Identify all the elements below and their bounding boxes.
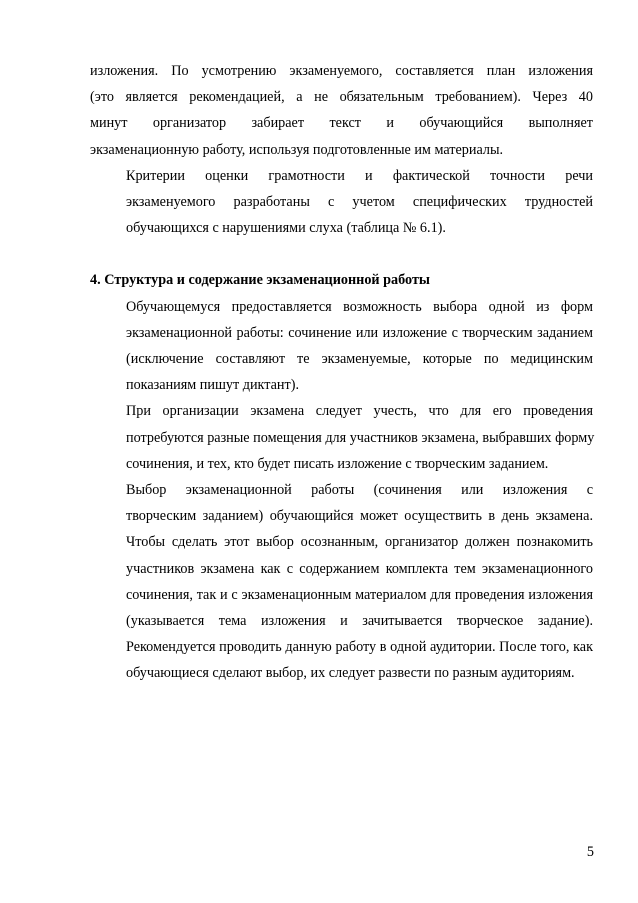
text-line: Рекомендуется проводить данную работу в одной аудитории. После того, как: [126, 639, 593, 656]
text-line: сочинения, так и с экзаменационным материалом для проведения изложения: [126, 586, 593, 603]
text-block-intro: [90, 58, 593, 241]
text-line: минут организатор забирает текст и обучающийся выполняет: [90, 115, 593, 132]
text-line: изложения. По усмотрению экзаменуемого, составляется план изложения: [90, 63, 593, 79]
paragraph: [90, 58, 593, 163]
paragraph: [90, 398, 593, 477]
text-line: Чтобы сделать этот выбор осознанным, организатор должен познакомить: [126, 534, 593, 551]
text-line: (указывается тема изложения и зачитывается творческое задание).: [126, 613, 593, 630]
text-line: (исключение составляют те экзаменуемые, которые по медицинским: [126, 351, 593, 368]
text-line: экзаменуемого разработаны с учетом специфических трудностей: [126, 194, 593, 211]
text-line: показаниям пишут диктант).: [126, 377, 300, 394]
text-line: обучающиеся сделают выбор, их следует развести по разным аудиториям.: [126, 665, 575, 682]
text-line: (это является рекомендацией, а не обязательным требованием). Через 40: [90, 89, 593, 106]
page-number: 5: [586, 844, 594, 860]
section-heading: 4. Структура и содержание экзаменационной работы: [90, 272, 430, 289]
text-line: При организации экзамена следует учесть, что для его проведения: [126, 403, 593, 420]
paragraph: [90, 163, 593, 242]
text-line: Критерии оценки грамотности и фактической точности речи: [126, 167, 593, 184]
text-block-section-4: [90, 294, 593, 687]
section-gap: [90, 241, 593, 267]
paragraph: [90, 477, 593, 687]
document-page: [90, 58, 593, 687]
text-line: сочинения, и тех, кто будет писать изложение с творческим заданием.: [126, 455, 549, 472]
text-line: экзаменационную работу, используя подготовленные им материалы.: [90, 141, 504, 158]
text-line: участников экзамена как с содержанием комплекта тем экзаменационного: [126, 560, 593, 577]
text-line: творческим заданием) обучающийся может осуществить в день экзамена.: [126, 508, 593, 525]
text-line: Выбор экзаменационной работы (сочинения или изложения с: [126, 482, 593, 499]
text-line: экзаменационной работы: сочинение или изложение с творческим заданием: [126, 324, 593, 341]
text-line: Обучающемуся предоставляется возможность выбора одной из форм: [126, 298, 593, 315]
text-line: обучающихся с нарушениями слуха (таблица № 6.1).: [126, 220, 446, 237]
paragraph: [90, 294, 593, 399]
text-line: потребуются разные помещения для участников экзамена, выбравших форму: [126, 429, 595, 446]
